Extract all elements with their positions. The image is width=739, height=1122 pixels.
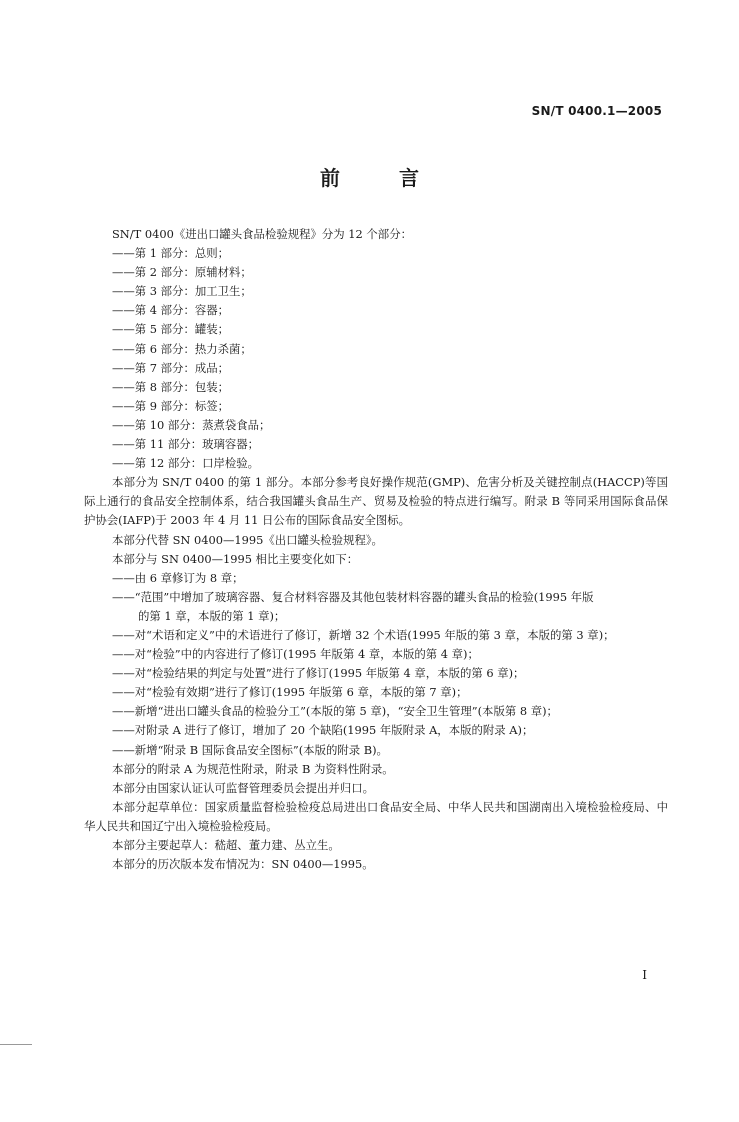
- part-item: ——第 4 部分：容器；: [112, 303, 230, 318]
- part-item: ——第 1 部分：总则；: [112, 246, 230, 261]
- changes-intro: 本部分与 SN 0400—1995 相比主要变化如下：: [112, 551, 359, 566]
- appendix-note: 本部分的附录 A 为规范性附录，附录 B 为资料性附录。: [112, 761, 394, 776]
- foreword-body: [84, 225, 668, 874]
- change-item: ——新增“进出口罐头食品的检验分工”(本版的第 5 章)，“安全卫生管理”(本版第 8 章)；: [112, 704, 558, 719]
- drafters-paragraph: 本部分主要起草人：嵇超、董力建、丛立生。: [112, 838, 340, 852]
- page-title: 前 言: [320, 166, 445, 190]
- change-item: ——对“术语和定义”中的术语进行了修订，新增 32 个术语(1995 年版的第 3 章，本版的第 3 章)；: [112, 627, 615, 642]
- standard-code: SN/T 0400.1—2005: [531, 104, 662, 118]
- history-paragraph: 本部分的历次版本发布情况为：SN 0400—1995。: [112, 857, 374, 872]
- replaces-paragraph: 本部分代替 SN 0400—1995《出口罐头检验规程》。: [112, 532, 383, 547]
- proposer-paragraph: 本部分由国家认证认可监督管理委员会提出并归口。: [112, 780, 374, 795]
- part-item: ——第 7 部分：成品；: [112, 360, 230, 375]
- change-item-continuation: 的第 1 章，本版的第 1 章)；: [138, 608, 286, 623]
- parts-intro: SN/T 0400《进出口罐头食品检验规程》分为 12 个部分：: [112, 227, 412, 241]
- part-item: ——第 12 部分：口岸检验。: [112, 456, 260, 471]
- change-item: ——对“检验结果的判定与处置”进行了修订(1995 年版第 4 章，本版的第 6 章)；: [112, 666, 525, 681]
- change-item: ——对“检验有效期”进行了修订(1995 年版第 6 章，本版的第 7 章)；: [112, 685, 468, 700]
- change-item: ——“范围”中增加了玻璃容器、复合材料容器及其他包装材料容器的罐头食品的检验(1995 年版: [112, 589, 594, 604]
- scope-paragraph: 本部分为 SN/T 0400 的第 1 部分。本部分参考良好操作规范(GMP)、危害分析及关键控制点(HACCP)等国际上通行的食品安全控制体系，结合我国罐头食品生产、贸易及检验的特点进行编写。附录 B 等同采用国际食品保护协会(IAFP)于 2003 年 4 月 11 日公布的国际食品安全图标。: [84, 475, 668, 528]
- change-item: ——对“检验”中的内容进行了修订(1995 年版第 4 章，本版的第 4 章)；: [112, 647, 479, 662]
- part-item: ——第 2 部分：原辅材料；: [112, 265, 252, 280]
- part-item: ——第 8 部分：包装；: [112, 379, 230, 394]
- part-item: ——第 11 部分：玻璃容器；: [112, 437, 260, 452]
- change-item: ——对附录 A 进行了修订，增加了 20 个缺陷(1995 年版附录 A，本版的附录 A)；: [112, 723, 534, 738]
- part-item: ——第 5 部分：罐装；: [112, 322, 230, 337]
- part-item: ——第 10 部分：蒸煮袋食品；: [112, 417, 271, 432]
- footer-rule: [0, 1044, 32, 1045]
- change-item: ——新增“附录 B 国际食品安全图标”(本版的附录 B)。: [112, 742, 388, 757]
- change-item: ——由 6 章修订为 8 章；: [112, 570, 244, 585]
- part-item: ——第 3 部分：加工卫生；: [112, 284, 252, 299]
- part-item: ——第 9 部分：标签；: [112, 398, 230, 413]
- part-item: ——第 6 部分：热力杀菌；: [112, 341, 252, 356]
- page-number: I: [642, 968, 647, 982]
- drafting-units-paragraph: 本部分起草单位：国家质量监督检验检疫总局进出口食品安全局、中华人民共和国湖南出入境检验检疫局、中华人民共和国辽宁出入境检验检疫局。: [84, 799, 668, 833]
